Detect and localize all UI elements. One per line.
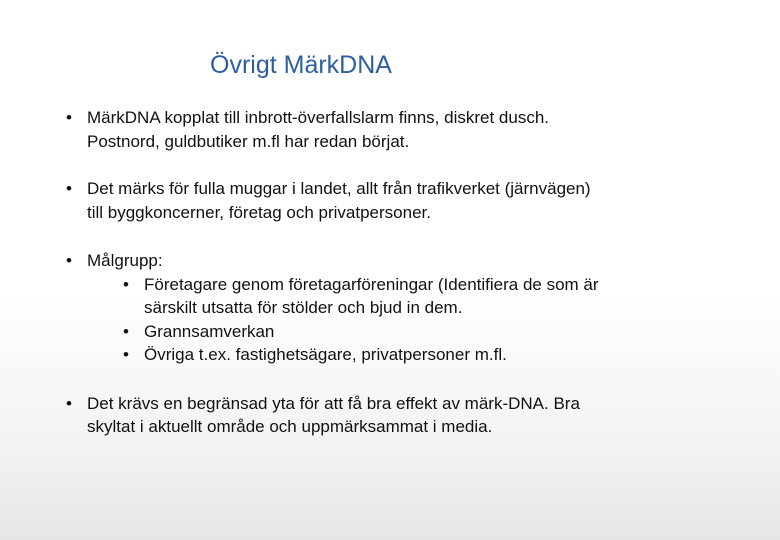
bullet-item-malgrupp bbox=[66, 249, 766, 367]
bullet-line: Postnord, guldbutiker m.fl har redan börjat. bbox=[87, 131, 410, 151]
bullet-list bbox=[66, 106, 766, 439]
sub-bullet-line: • Grannsamverkan bbox=[144, 321, 275, 341]
sub-bullet-line: särskilt utsatta för stölder och bjud in dem. bbox=[144, 298, 463, 317]
bullet-line: till byggkoncerner, företag och privatpersoner. bbox=[87, 202, 431, 222]
sub-bullet-grannsamverkan bbox=[87, 320, 766, 344]
sub-bullet-foretagare bbox=[87, 273, 766, 320]
bullet-line: • MärkDNA kopplat till inbrott-överfallslarm finns, diskret dusch. bbox=[87, 108, 549, 127]
bullet-item-markning bbox=[66, 177, 766, 224]
sub-bullet-line: • Företagare genom företagarföreningar (Identifiera de som är bbox=[144, 274, 599, 294]
sub-bullet-ovriga bbox=[87, 343, 766, 367]
sub-bullet-list bbox=[87, 273, 766, 367]
bullet-item-yta bbox=[66, 392, 766, 439]
bullet-line: skyltat i aktuellt område och uppmärksammat i media. bbox=[87, 417, 493, 436]
bullet-line: • Det krävs en begränsad yta för att få bra effekt av märk-DNA. Bra bbox=[87, 393, 580, 413]
bullet-line: • Det märks för fulla muggar i landet, allt från trafikverket (järnvägen) bbox=[87, 179, 591, 198]
bullet-item-larm bbox=[66, 106, 766, 153]
bullet-line: • Målgrupp: bbox=[87, 251, 163, 270]
slide-title: Övrigt MärkDNA bbox=[210, 51, 392, 79]
sub-bullet-line: • Övriga t.ex. fastighetsägare, privatpersoner m.fl. bbox=[144, 345, 507, 364]
